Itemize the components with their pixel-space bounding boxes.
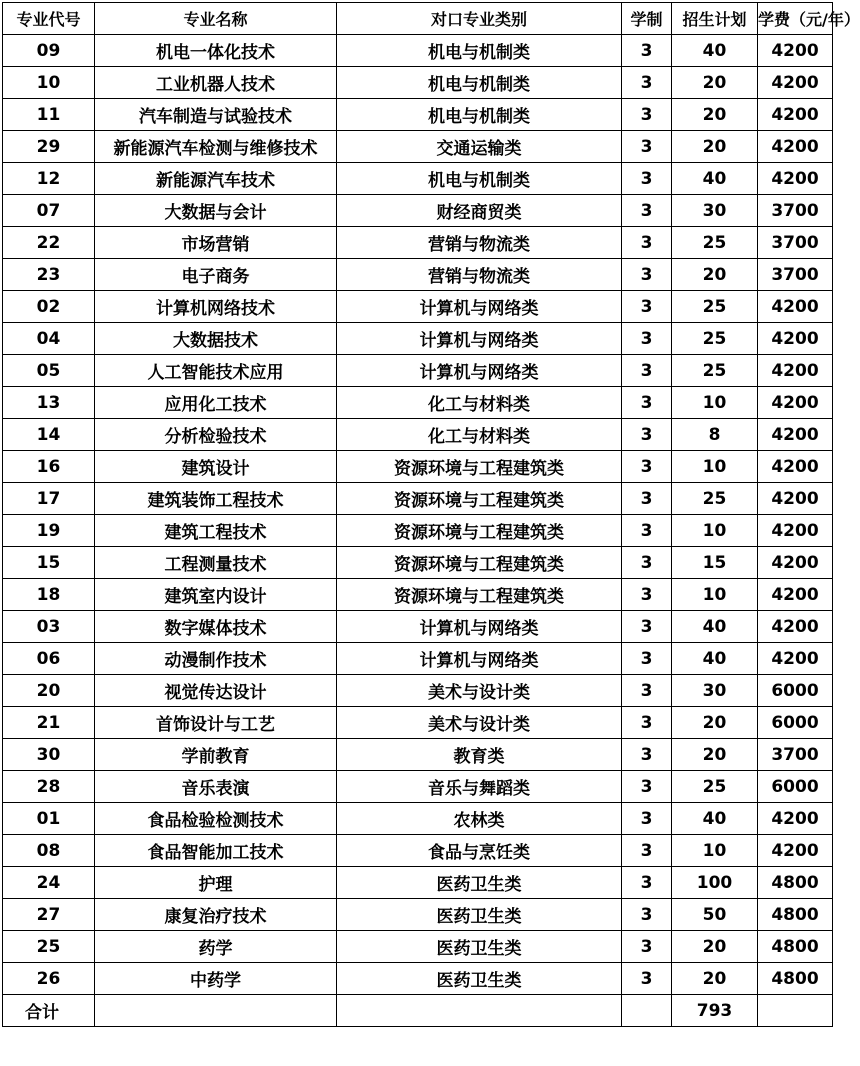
header-code: 专业代号 xyxy=(3,3,95,35)
cell-category: 美术与设计类 xyxy=(337,675,622,707)
table-row xyxy=(3,227,833,259)
cell-tuition: 4200 xyxy=(758,643,833,675)
cell-plan: 25 xyxy=(672,227,758,259)
total-plan: 793 xyxy=(672,995,758,1027)
cell-duration: 3 xyxy=(622,419,672,451)
cell-code: 01 xyxy=(3,803,95,835)
cell-major-name: 工业机器人技术 xyxy=(95,67,337,99)
cell-plan: 40 xyxy=(672,803,758,835)
total-empty-cell xyxy=(622,995,672,1027)
cell-duration: 3 xyxy=(622,163,672,195)
header-plan: 招生计划 xyxy=(672,3,758,35)
cell-duration: 3 xyxy=(622,355,672,387)
cell-duration: 3 xyxy=(622,451,672,483)
cell-category: 交通运输类 xyxy=(337,131,622,163)
table-row xyxy=(3,899,833,931)
cell-tuition: 3700 xyxy=(758,739,833,771)
cell-code: 08 xyxy=(3,835,95,867)
cell-tuition: 4800 xyxy=(758,867,833,899)
cell-duration: 3 xyxy=(622,483,672,515)
total-empty-cell xyxy=(95,995,337,1027)
cell-code: 05 xyxy=(3,355,95,387)
table-row xyxy=(3,163,833,195)
table-row xyxy=(3,867,833,899)
table-row xyxy=(3,291,833,323)
cell-code: 13 xyxy=(3,387,95,419)
cell-tuition: 3700 xyxy=(758,259,833,291)
cell-category: 机电与机制类 xyxy=(337,67,622,99)
cell-duration: 3 xyxy=(622,867,672,899)
cell-code: 27 xyxy=(3,899,95,931)
cell-tuition: 4200 xyxy=(758,355,833,387)
cell-major-name: 分析检验技术 xyxy=(95,419,337,451)
cell-category: 农林类 xyxy=(337,803,622,835)
cell-tuition: 4200 xyxy=(758,835,833,867)
cell-duration: 3 xyxy=(622,675,672,707)
cell-tuition: 4200 xyxy=(758,131,833,163)
cell-category: 音乐与舞蹈类 xyxy=(337,771,622,803)
cell-category: 机电与机制类 xyxy=(337,99,622,131)
table-row xyxy=(3,131,833,163)
cell-category: 教育类 xyxy=(337,739,622,771)
table-row xyxy=(3,35,833,67)
cell-category: 医药卫生类 xyxy=(337,867,622,899)
cell-code: 29 xyxy=(3,131,95,163)
cell-code: 10 xyxy=(3,67,95,99)
cell-category: 资源环境与工程建筑类 xyxy=(337,515,622,547)
cell-code: 09 xyxy=(3,35,95,67)
cell-tuition: 4200 xyxy=(758,547,833,579)
cell-tuition: 4200 xyxy=(758,387,833,419)
cell-plan: 30 xyxy=(672,675,758,707)
cell-code: 28 xyxy=(3,771,95,803)
cell-tuition: 4200 xyxy=(758,67,833,99)
table-row xyxy=(3,547,833,579)
cell-code: 21 xyxy=(3,707,95,739)
cell-major-name: 动漫制作技术 xyxy=(95,643,337,675)
cell-duration: 3 xyxy=(622,643,672,675)
cell-plan: 25 xyxy=(672,291,758,323)
cell-tuition: 4200 xyxy=(758,515,833,547)
cell-tuition: 4200 xyxy=(758,579,833,611)
cell-duration: 3 xyxy=(622,291,672,323)
cell-code: 06 xyxy=(3,643,95,675)
cell-code: 23 xyxy=(3,259,95,291)
table-row xyxy=(3,515,833,547)
cell-plan: 8 xyxy=(672,419,758,451)
cell-category: 计算机与网络类 xyxy=(337,291,622,323)
cell-major-name: 新能源汽车检测与维修技术 xyxy=(95,131,337,163)
cell-major-name: 市场营销 xyxy=(95,227,337,259)
cell-major-name: 大数据技术 xyxy=(95,323,337,355)
table-row xyxy=(3,99,833,131)
cell-category: 营销与物流类 xyxy=(337,227,622,259)
cell-duration: 3 xyxy=(622,931,672,963)
cell-major-name: 机电一体化技术 xyxy=(95,35,337,67)
cell-major-name: 新能源汽车技术 xyxy=(95,163,337,195)
cell-tuition: 4200 xyxy=(758,611,833,643)
cell-code: 14 xyxy=(3,419,95,451)
cell-tuition: 4200 xyxy=(758,419,833,451)
table-row xyxy=(3,675,833,707)
table-row xyxy=(3,323,833,355)
table-row xyxy=(3,771,833,803)
cell-tuition: 4200 xyxy=(758,163,833,195)
cell-category: 资源环境与工程建筑类 xyxy=(337,483,622,515)
cell-major-name: 建筑设计 xyxy=(95,451,337,483)
cell-major-name: 康复治疗技术 xyxy=(95,899,337,931)
cell-plan: 20 xyxy=(672,739,758,771)
cell-plan: 50 xyxy=(672,899,758,931)
table-row xyxy=(3,259,833,291)
enrollment-table xyxy=(2,2,860,1027)
cell-plan: 10 xyxy=(672,835,758,867)
cell-plan: 20 xyxy=(672,67,758,99)
cell-major-name: 大数据与会计 xyxy=(95,195,337,227)
cell-plan: 15 xyxy=(672,547,758,579)
total-empty-cell xyxy=(337,995,622,1027)
cell-plan: 40 xyxy=(672,35,758,67)
cell-duration: 3 xyxy=(622,835,672,867)
cell-duration: 3 xyxy=(622,579,672,611)
cell-duration: 3 xyxy=(622,515,672,547)
cell-major-name: 建筑装饰工程技术 xyxy=(95,483,337,515)
header-duration: 学制 xyxy=(622,3,672,35)
cell-duration: 3 xyxy=(622,195,672,227)
cell-duration: 3 xyxy=(622,99,672,131)
cell-code: 22 xyxy=(3,227,95,259)
cell-major-name: 中药学 xyxy=(95,963,337,995)
cell-duration: 3 xyxy=(622,803,672,835)
table-row xyxy=(3,707,833,739)
cell-tuition: 4200 xyxy=(758,291,833,323)
cell-duration: 3 xyxy=(622,131,672,163)
cell-tuition: 4200 xyxy=(758,99,833,131)
cell-category: 机电与机制类 xyxy=(337,163,622,195)
cell-category: 营销与物流类 xyxy=(337,259,622,291)
cell-duration: 3 xyxy=(622,611,672,643)
cell-major-name: 计算机网络技术 xyxy=(95,291,337,323)
cell-code: 07 xyxy=(3,195,95,227)
cell-major-name: 人工智能技术应用 xyxy=(95,355,337,387)
cell-tuition: 3700 xyxy=(758,227,833,259)
total-empty-cell xyxy=(758,995,833,1027)
cell-major-name: 应用化工技术 xyxy=(95,387,337,419)
cell-plan: 40 xyxy=(672,163,758,195)
cell-code: 24 xyxy=(3,867,95,899)
cell-major-name: 建筑室内设计 xyxy=(95,579,337,611)
cell-category: 医药卫生类 xyxy=(337,899,622,931)
cell-major-name: 食品检验检测技术 xyxy=(95,803,337,835)
table-row xyxy=(3,195,833,227)
total-label: 合计 xyxy=(3,995,95,1027)
cell-plan: 25 xyxy=(672,323,758,355)
cell-duration: 3 xyxy=(622,547,672,579)
cell-major-name: 音乐表演 xyxy=(95,771,337,803)
cell-plan: 20 xyxy=(672,707,758,739)
cell-plan: 40 xyxy=(672,643,758,675)
cell-plan: 100 xyxy=(672,867,758,899)
table-row xyxy=(3,483,833,515)
cell-duration: 3 xyxy=(622,739,672,771)
cell-tuition: 4800 xyxy=(758,963,833,995)
table-row xyxy=(3,387,833,419)
cell-major-name: 建筑工程技术 xyxy=(95,515,337,547)
table-row xyxy=(3,803,833,835)
cell-category: 机电与机制类 xyxy=(337,35,622,67)
cell-tuition: 4800 xyxy=(758,899,833,931)
cell-plan: 25 xyxy=(672,355,758,387)
cell-category: 计算机与网络类 xyxy=(337,355,622,387)
table-row xyxy=(3,643,833,675)
cell-category: 计算机与网络类 xyxy=(337,643,622,675)
cell-duration: 3 xyxy=(622,771,672,803)
cell-code: 04 xyxy=(3,323,95,355)
cell-plan: 30 xyxy=(672,195,758,227)
table-row xyxy=(3,739,833,771)
cell-code: 11 xyxy=(3,99,95,131)
cell-tuition: 4200 xyxy=(758,35,833,67)
cell-duration: 3 xyxy=(622,963,672,995)
table-row xyxy=(3,67,833,99)
cell-duration: 3 xyxy=(622,35,672,67)
cell-code: 03 xyxy=(3,611,95,643)
cell-duration: 3 xyxy=(622,227,672,259)
cell-major-name: 食品智能加工技术 xyxy=(95,835,337,867)
cell-code: 20 xyxy=(3,675,95,707)
cell-category: 医药卫生类 xyxy=(337,931,622,963)
table-row xyxy=(3,931,833,963)
cell-major-name: 汽车制造与试验技术 xyxy=(95,99,337,131)
cell-major-name: 视觉传达设计 xyxy=(95,675,337,707)
cell-plan: 10 xyxy=(672,451,758,483)
cell-plan: 20 xyxy=(672,259,758,291)
cell-plan: 20 xyxy=(672,99,758,131)
cell-plan: 25 xyxy=(672,771,758,803)
cell-plan: 10 xyxy=(672,515,758,547)
table-row xyxy=(3,611,833,643)
cell-major-name: 数字媒体技术 xyxy=(95,611,337,643)
cell-tuition: 4800 xyxy=(758,931,833,963)
cell-code: 19 xyxy=(3,515,95,547)
cell-category: 美术与设计类 xyxy=(337,707,622,739)
cell-category: 食品与烹饪类 xyxy=(337,835,622,867)
cell-category: 计算机与网络类 xyxy=(337,323,622,355)
cell-code: 30 xyxy=(3,739,95,771)
cell-tuition: 3700 xyxy=(758,195,833,227)
total-row xyxy=(3,995,833,1027)
cell-duration: 3 xyxy=(622,323,672,355)
cell-code: 17 xyxy=(3,483,95,515)
cell-plan: 10 xyxy=(672,579,758,611)
cell-plan: 20 xyxy=(672,963,758,995)
cell-major-name: 工程测量技术 xyxy=(95,547,337,579)
cell-plan: 25 xyxy=(672,483,758,515)
header-tuition: 学费（元/年） xyxy=(758,3,833,35)
cell-tuition: 6000 xyxy=(758,771,833,803)
cell-code: 26 xyxy=(3,963,95,995)
cell-tuition: 4200 xyxy=(758,451,833,483)
table-row xyxy=(3,355,833,387)
cell-code: 15 xyxy=(3,547,95,579)
table-row xyxy=(3,579,833,611)
cell-duration: 3 xyxy=(622,67,672,99)
cell-code: 25 xyxy=(3,931,95,963)
cell-plan: 10 xyxy=(672,387,758,419)
header-category: 对口专业类别 xyxy=(337,3,622,35)
cell-tuition: 4200 xyxy=(758,803,833,835)
cell-category: 计算机与网络类 xyxy=(337,611,622,643)
cell-duration: 3 xyxy=(622,387,672,419)
header-row xyxy=(3,3,833,35)
cell-tuition: 6000 xyxy=(758,675,833,707)
cell-category: 医药卫生类 xyxy=(337,963,622,995)
cell-duration: 3 xyxy=(622,259,672,291)
table-row xyxy=(3,451,833,483)
cell-duration: 3 xyxy=(622,707,672,739)
cell-code: 18 xyxy=(3,579,95,611)
cell-category: 资源环境与工程建筑类 xyxy=(337,451,622,483)
cell-major-name: 药学 xyxy=(95,931,337,963)
header-major-name: 专业名称 xyxy=(95,3,337,35)
cell-category: 化工与材料类 xyxy=(337,387,622,419)
cell-category: 化工与材料类 xyxy=(337,419,622,451)
table-row xyxy=(3,963,833,995)
cell-code: 16 xyxy=(3,451,95,483)
cell-tuition: 4200 xyxy=(758,483,833,515)
table-body xyxy=(3,35,833,995)
cell-plan: 40 xyxy=(672,611,758,643)
table-row xyxy=(3,419,833,451)
cell-plan: 20 xyxy=(672,131,758,163)
cell-tuition: 6000 xyxy=(758,707,833,739)
cell-major-name: 首饰设计与工艺 xyxy=(95,707,337,739)
cell-major-name: 护理 xyxy=(95,867,337,899)
table-row xyxy=(3,835,833,867)
cell-code: 12 xyxy=(3,163,95,195)
cell-category: 资源环境与工程建筑类 xyxy=(337,547,622,579)
cell-tuition: 4200 xyxy=(758,323,833,355)
cell-category: 资源环境与工程建筑类 xyxy=(337,579,622,611)
cell-major-name: 学前教育 xyxy=(95,739,337,771)
cell-category: 财经商贸类 xyxy=(337,195,622,227)
cell-major-name: 电子商务 xyxy=(95,259,337,291)
cell-plan: 20 xyxy=(672,931,758,963)
cell-duration: 3 xyxy=(622,899,672,931)
cell-code: 02 xyxy=(3,291,95,323)
